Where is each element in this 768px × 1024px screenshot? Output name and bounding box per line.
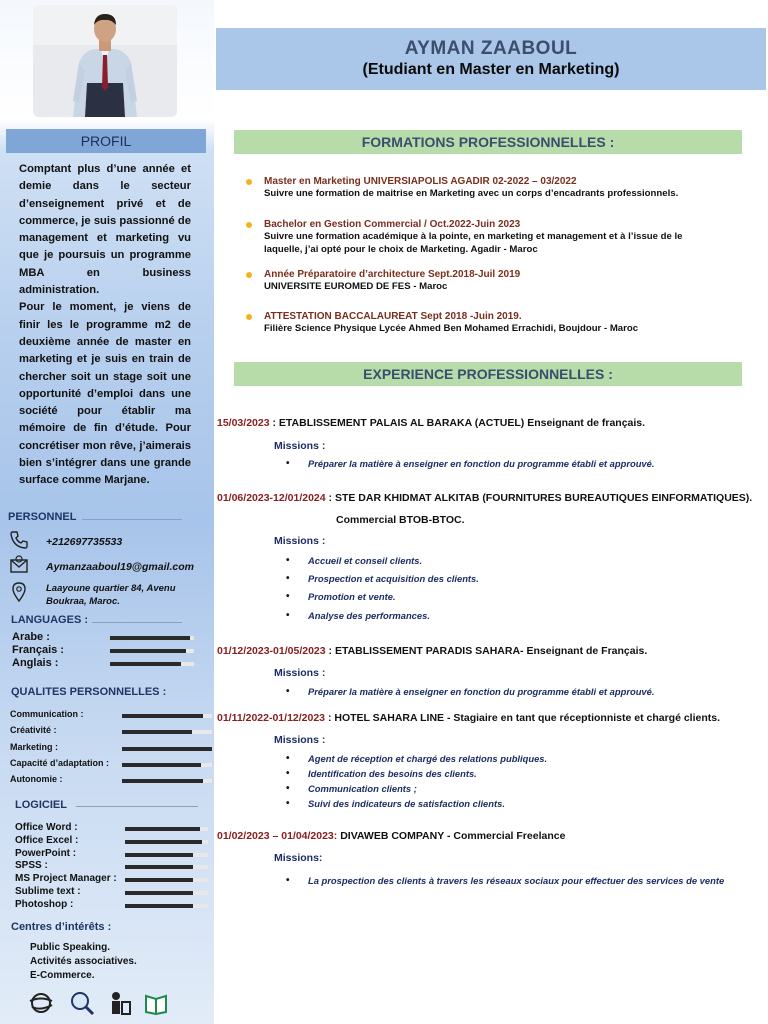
- software-row: [0, 848, 214, 861]
- candidate-name: AYMAN ZAABOUL: [404, 38, 578, 59]
- bullet-icon: [246, 272, 252, 278]
- language-label: Anglais :: [12, 657, 59, 669]
- profile-photo: [33, 5, 177, 117]
- language-row: [0, 657, 214, 670]
- interest-item: E-Commerce.: [30, 970, 95, 981]
- software-row: [0, 899, 214, 912]
- software-row: [0, 822, 214, 835]
- formation-detail: UNIVERSITE EUROMED DE FES - Maroc: [264, 281, 448, 292]
- language-bar-fill: [110, 636, 190, 640]
- experience-date: 01/06/2023-12/01/2024: [217, 492, 326, 504]
- section-divider: [92, 622, 182, 623]
- quality-bar: [122, 714, 212, 718]
- experience-entry: [217, 712, 720, 724]
- mission-item: • Préparer la matière à enseigner en fonction du programme établi et approuvé.: [288, 686, 654, 697]
- language-bar: [110, 662, 194, 666]
- formation-item: [246, 269, 746, 293]
- mission-item: • Suivi des indicateurs de satisfaction clients.: [288, 798, 505, 809]
- formation-detail: Filière Science Physique Lycée Ahmed Ben Mohamed Errachidi, Boujdour - Maroc: [264, 323, 639, 334]
- quality-row: [0, 774, 214, 790]
- profil-paragraph-1: Comptant plus d’une année et demie dans le secteur d’enseignement privé et de commerce, je suis passionné de management et marketing vu que je poursuis un programme MBA en business administration.: [19, 163, 191, 297]
- mission-item: • Prospection et acquisition des clients.: [288, 573, 479, 584]
- email-address[interactable]: Aymanzaaboul19@gmail.com: [46, 561, 194, 573]
- formation-item: [246, 311, 746, 335]
- experience-date: 01/11/2022-01/12/2023: [217, 712, 326, 724]
- profil-text: [19, 161, 191, 490]
- interest-icons: [28, 990, 178, 1016]
- language-bar: [110, 649, 194, 653]
- formation-heading: Bachelor en Gestion Commercial / Oct.2022-Juin 2023: [264, 219, 521, 230]
- missions-label: Missions :: [274, 535, 326, 547]
- formation-item: [246, 176, 746, 200]
- language-row: [0, 631, 214, 644]
- software-row: [0, 873, 214, 886]
- mission-item: • Accueil et conseil clients.: [288, 555, 422, 566]
- software-bar-fill: [125, 853, 193, 857]
- formation-heading: Année Préparatoire d’architecture Sept.2018-Juil 2019: [264, 269, 521, 280]
- software-label: Sublime text :: [15, 886, 81, 897]
- missions-label: Missions :: [274, 667, 326, 679]
- software-row: [0, 886, 214, 899]
- formation-heading: ATTESTATION BACCALAUREAT Sept 2018 -Juin 2019.: [264, 311, 522, 322]
- quality-bar-fill: [122, 730, 192, 734]
- experience-role: Commercial BTOB-BTOC.: [336, 514, 465, 526]
- software-title: LOGICIEL: [15, 799, 67, 811]
- language-label: Français :: [12, 644, 64, 656]
- experience-date: 01/12/2023-01/05/2023: [217, 645, 326, 657]
- bullet-icon: [246, 314, 252, 320]
- software-label: PowerPoint :: [15, 847, 77, 859]
- sidebar: [0, 0, 214, 1024]
- candidate-subtitle: (Etudiant en Master en Marketing): [362, 61, 620, 78]
- experience-entry: [217, 417, 645, 429]
- software-bar: [125, 827, 208, 831]
- globe-icon: [30, 994, 52, 1012]
- formation-detail: Suivre une formation académique à la pointe, en marketing et management et à l’issue de le: [264, 231, 683, 242]
- quality-bar: [122, 763, 212, 767]
- section-divider: [76, 806, 198, 807]
- mission-item: • Communication clients ;: [288, 783, 417, 794]
- quality-label: Capacité d’adaptation :: [10, 757, 110, 768]
- magnifier-globe-icon: [72, 993, 93, 1014]
- language-label: Arabe :: [12, 631, 50, 643]
- software-row: [0, 835, 214, 848]
- quality-row: [0, 742, 214, 758]
- experience-entry: [217, 492, 752, 504]
- open-book-icon: [146, 996, 166, 1014]
- language-bar: [110, 636, 194, 640]
- software-bar-fill: [125, 865, 193, 869]
- software-label: Office Excel :: [15, 834, 79, 846]
- mission-item: • Préparer la matière à enseigner en fonction du programme établi et approuvé.: [288, 458, 654, 469]
- section-divider: [82, 519, 182, 520]
- mission-item: • Agent de réception et chargé des relations publiques.: [288, 753, 547, 764]
- qualities-title: QUALITES PERSONNELLES :: [11, 686, 167, 698]
- language-bar-fill: [110, 649, 186, 653]
- profil-title: PROFIL: [6, 129, 206, 153]
- quality-bar-fill: [122, 763, 201, 767]
- software-label: Office Word :: [15, 822, 78, 833]
- header-banner: [216, 28, 766, 90]
- email-icon: [9, 555, 29, 575]
- formation-detail: Suivre une formation de maitrise en Marketing avec un corps d’encadrants professionnels.: [264, 188, 679, 199]
- mission-item: • Identification des besoins des clients.: [288, 768, 477, 779]
- quality-bar-fill: [122, 779, 203, 783]
- formation-item: [246, 219, 746, 256]
- software-bar: [125, 891, 208, 895]
- quality-row: [0, 758, 214, 774]
- software-bar-fill: [125, 827, 200, 831]
- experience-date: 15/03/2023: [217, 417, 270, 429]
- location-pin-icon: [9, 582, 29, 602]
- interest-item: Public Speaking.: [30, 942, 111, 953]
- mission-item: • La prospection des clients à travers les réseaux sociaux pour effectuer des services de vente: [288, 875, 724, 886]
- experience-description: : STE DAR KHIDMAT ALKITAB (FOURNITURES BUREAUTIQUES EINFORMATIQUES).: [325, 492, 753, 504]
- interest-item: Activités associatives.: [30, 956, 137, 967]
- formation-heading: Master en Marketing UNIVERSIAPOLIS AGADIR 02-2022 – 03/2022: [264, 176, 577, 187]
- profil-paragraph-2: Pour le moment, je viens de finir les le programme m2 de deuxième année de master en marketing et je suis en train de chercher soit un stage soit une opportunité d’emploi dans une société pour établir ma mémoire de fin d’étude. Pour concrétiser mon rêve, j’aimerais bien s’intégrer dans une grande surface comme Marjane.: [19, 301, 191, 487]
- formation-detail: laquelle, j’ai opté pour le choix de Marketing. Agadir - Maroc: [264, 244, 538, 255]
- missions-label: Missions :: [274, 734, 326, 746]
- mission-item: • Promotion et vente.: [288, 591, 396, 602]
- bullet-icon: [246, 179, 252, 185]
- software-bar: [125, 878, 208, 882]
- quality-bar: [122, 730, 212, 734]
- software-bar: [125, 853, 208, 857]
- experience-date: 01/02/2023 – 01/04/2023:: [217, 830, 338, 842]
- quality-row: [0, 709, 214, 725]
- experience-description: : ETABLISSEMENT PARADIS SAHARA- Enseignant de Français.: [325, 645, 648, 657]
- software-bar-fill: [125, 878, 193, 882]
- software-bar-fill: [125, 904, 193, 908]
- experience-description: : ETABLISSEMENT PALAIS AL BARAKA (ACTUEL) Enseignant de français.: [269, 417, 646, 429]
- quality-bar-fill: [122, 714, 203, 718]
- software-bar: [125, 840, 208, 844]
- experience-title: EXPERIENCE PROFESSIONNELLES :: [234, 362, 742, 386]
- personnel-title: PERSONNEL: [8, 511, 77, 523]
- quality-bar-fill: [122, 747, 212, 751]
- quality-label: Marketing :: [10, 741, 59, 752]
- experience-description: : HOTEL SAHARA LINE - Stagiaire en tant que réceptionniste et chargé clients.: [325, 712, 721, 724]
- software-row: [0, 860, 214, 873]
- address-line-2: Boukraa, Maroc.: [46, 596, 120, 607]
- quality-label: Communication :: [10, 709, 84, 719]
- software-bar-fill: [125, 891, 193, 895]
- software-label: Photoshop :: [15, 898, 74, 910]
- software-label: MS Project Manager :: [15, 873, 117, 885]
- languages-title: LANGUAGES :: [11, 614, 88, 626]
- formations-title: FORMATIONS PROFESSIONNELLES :: [234, 130, 742, 154]
- interests-title: Centres d’intérêts :: [11, 921, 112, 933]
- speaker-person-icon: [112, 992, 130, 1014]
- quality-label: Autonomie :: [10, 774, 63, 785]
- language-row: [0, 644, 214, 657]
- quality-bar: [122, 747, 212, 751]
- experience-entry: [217, 830, 565, 842]
- mission-item: • Analyse des performances.: [288, 610, 430, 621]
- software-label: SPSS :: [15, 860, 48, 872]
- language-bar-fill: [110, 662, 181, 666]
- address-line-1: Laayoune quartier 84, Avenu: [46, 583, 176, 594]
- software-bar: [125, 865, 208, 869]
- bullet-icon: [246, 222, 252, 228]
- experience-entry: [217, 645, 647, 657]
- software-bar: [125, 904, 208, 908]
- missions-label: Missions:: [274, 852, 323, 864]
- software-bar-fill: [125, 840, 202, 844]
- quality-bar: [122, 779, 212, 783]
- quality-label: Créativité :: [10, 725, 57, 736]
- missions-label: Missions :: [274, 440, 326, 452]
- phone-icon: [9, 530, 29, 550]
- quality-row: [0, 725, 214, 741]
- experience-description: DIVAWEB COMPANY - Commercial Freelance: [337, 830, 566, 842]
- phone-number[interactable]: +212697735533: [46, 536, 123, 548]
